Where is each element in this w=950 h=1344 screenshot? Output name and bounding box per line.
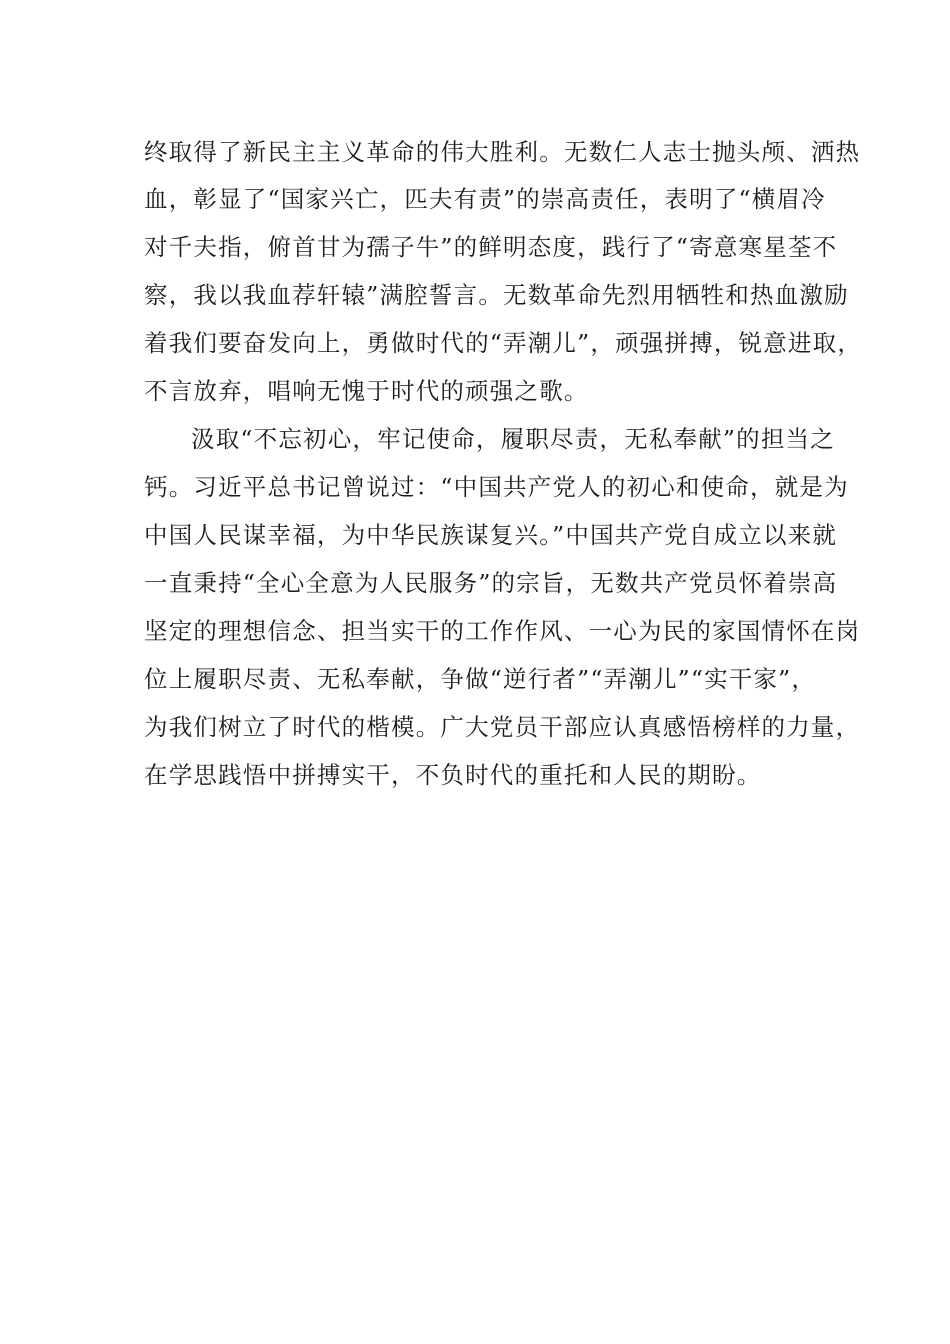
text-line: 在学思践悟中拼搏实干，不负时代的重托和人民的期盼。 xyxy=(144,761,762,789)
text-line: 不言放弃，唱响无愧于时代的顽强之歌。 xyxy=(144,377,589,405)
text-line: 中国人民谋幸福，为中华民族谋复兴。”中国共产党自成立以来就 xyxy=(144,521,838,549)
text-line: 着我们要奋发向上，勇做时代的“弄潮儿”，顽强拼搏，锐意进取， xyxy=(144,329,863,357)
text-line: 察，我以我血荐轩辕”满腔誓言。无数革命先烈用牺牲和热血激励 xyxy=(144,281,849,309)
text-line: 汲取“不忘初心，牢记使命，履职尽责，无私奉献”的担当之 xyxy=(191,425,835,453)
text-line: 钙。习近平总书记曾说过：“中国共产党人的初心和使命，就是为 xyxy=(144,473,849,501)
text-line: 坚定的理想信念、担当实干的工作作风、一心为民的家国情怀在岗 xyxy=(144,617,861,645)
text-line: 一直秉持“全心全意为人民服务”的宗旨，无数共产党员怀着崇高 xyxy=(144,569,838,597)
text-line: 位上履职尽责、无私奉献，争做“逆行者”“弄潮儿”“实干家”， xyxy=(144,665,817,693)
text-line: 对千夫指，俯首甘为孺子牛”的鲜明态度，践行了“寄意寒星荃不 xyxy=(144,233,838,261)
text-line: 终取得了新民主主义革命的伟大胜利。无数仁人志士抛头颅、洒热 xyxy=(144,138,861,166)
text-line: 为我们树立了时代的楷模。广大党员干部应认真感悟榜样的力量， xyxy=(144,713,861,741)
text-line: 血，彰显了“国家兴亡，匹夫有责”的崇高责任，表明了“横眉冷 xyxy=(144,185,826,213)
